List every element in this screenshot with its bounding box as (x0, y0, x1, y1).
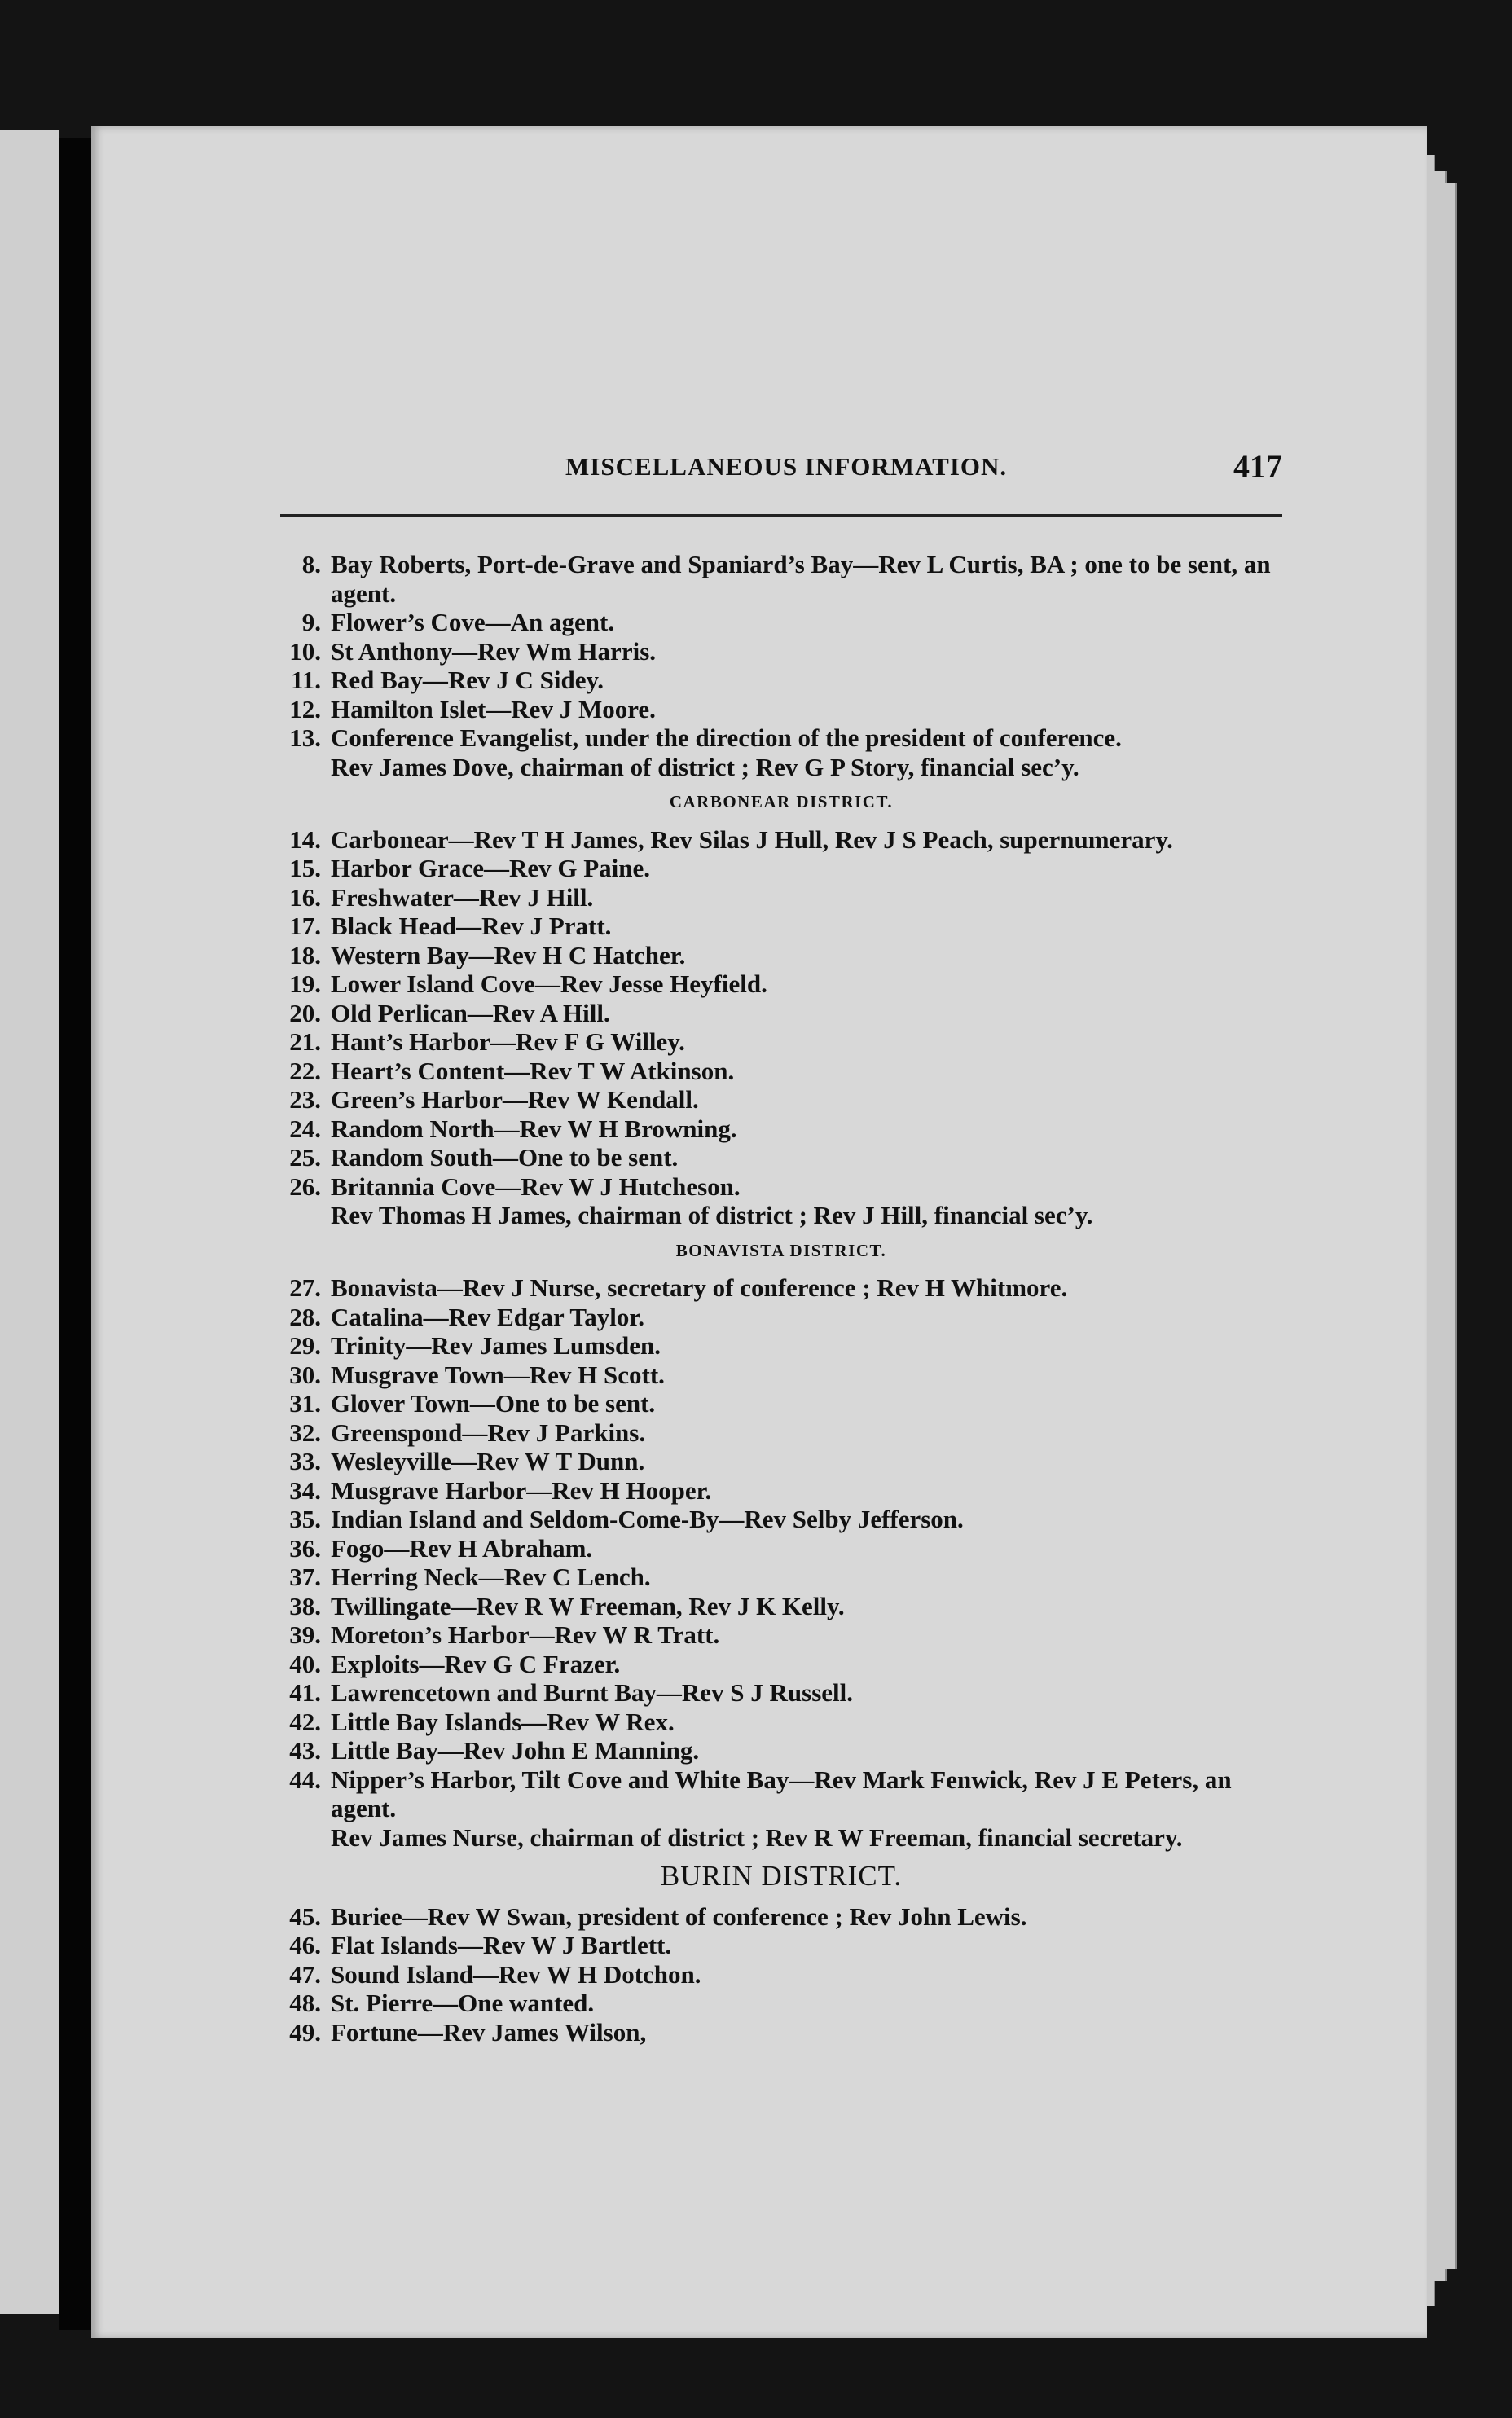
list-item (280, 912, 1282, 941)
district-officers: Rev James Nurse, chairman of district ; Rev R W Freeman, financial secretary. (331, 1822, 1183, 1852)
district-officers: Rev James Dove, chairman of district ; Rev G P Story, financial sec’y. (331, 752, 1079, 781)
item-number: 13. (289, 723, 321, 752)
item-text: Musgrave Town—Rev H Scott. (331, 1360, 665, 1389)
item-text: Musgrave Harbor—Rev H Hooper. (331, 1475, 712, 1505)
item-number: 20. (289, 998, 321, 1027)
item-text: Buriee—Rev W Swan, president of conference ; Rev John Lewis. (331, 1901, 1027, 1931)
running-header (280, 330, 1282, 485)
item-number: 39. (289, 1620, 321, 1649)
item-number: 17. (289, 912, 321, 940)
item-text: Lawrencetown and Burnt Bay—Rev S J Russell. (331, 1678, 854, 1707)
list-item (280, 854, 1282, 883)
item-text: Moreton’s Harbor—Rev W R Tratt. (331, 1620, 720, 1649)
item-text: St Anthony—Rev Wm Harris. (331, 636, 657, 666)
item-number: 25. (289, 1143, 321, 1172)
list-item (280, 883, 1282, 912)
list-item (280, 1620, 1282, 1650)
list-item (280, 1273, 1282, 1303)
book-page (91, 126, 1427, 2338)
section-burin (280, 1862, 1282, 2047)
item-text: Old Perlican—Rev A Hill. (331, 998, 610, 1027)
item-number: 38. (289, 1591, 321, 1620)
item-text: Lower Island Cove—Rev Jesse Heyfield. (331, 969, 767, 998)
item-number: 19. (289, 969, 321, 998)
list-item (280, 695, 1282, 724)
list-item (280, 1902, 1282, 1932)
section-unnamed (280, 550, 1282, 781)
item-number: 46. (289, 1931, 321, 1959)
item-text: Green’s Harbor—Rev W Kendall. (331, 1085, 699, 1114)
item-text: St. Pierre—One wanted. (331, 1989, 595, 2017)
list-item (280, 1505, 1282, 1534)
list-item (280, 1143, 1282, 1172)
item-text: Little Bay—Rev John E Manning. (331, 1736, 700, 1765)
page-edge-stack (1445, 183, 1457, 2269)
item-number: 27. (289, 1273, 321, 1302)
list-item (280, 666, 1282, 695)
list-item (280, 1027, 1282, 1057)
list-item (280, 1447, 1282, 1476)
list-item (280, 1172, 1282, 1202)
list-item (280, 1057, 1282, 1086)
item-text: Hant’s Harbor—Rev F G Willey. (331, 1027, 685, 1056)
item-number: 32. (289, 1418, 321, 1447)
item-number: 23. (289, 1085, 321, 1114)
item-number: 47. (289, 1959, 321, 1989)
item-number: 29. (289, 1331, 321, 1360)
list-item (280, 1960, 1282, 1989)
running-title: MISCELLANEOUS INFORMATION. (565, 452, 1008, 481)
item-text: Fortune—Rev James Wilson, (331, 2017, 647, 2047)
item-text: Catalina—Rev Edgar Taylor. (331, 1302, 644, 1331)
item-text: Random North—Rev W H Browning. (331, 1114, 737, 1143)
page-body (280, 550, 1282, 2047)
district-officers: Rev Thomas H James, chairman of district ; Rev J Hill, financial sec’y. (331, 1201, 1093, 1229)
item-text: Nipper’s Harbor, Tilt Cove and White Bay—Rev Mark Fenwick, Rev J E Peters, an agent. (331, 1765, 1232, 1822)
list-item (280, 608, 1282, 637)
item-text: Herring Neck—Rev C Lench. (331, 1563, 651, 1591)
list-item (280, 637, 1282, 666)
list-item (280, 1418, 1282, 1448)
list-item (280, 1989, 1282, 2018)
section-bonavista (280, 1237, 1282, 1853)
item-text: Fogo—Rev H Abraham. (331, 1533, 593, 1563)
list-item (280, 941, 1282, 970)
list-item (280, 1085, 1282, 1114)
book-gutter (59, 138, 91, 2330)
list-item (280, 1303, 1282, 1332)
list-item (280, 969, 1282, 999)
list-item (280, 999, 1282, 1028)
list-item (280, 825, 1282, 855)
item-text: Western Bay—Rev H C Hatcher. (331, 940, 686, 969)
item-text: Wesleyville—Rev W T Dunn. (331, 1447, 645, 1475)
item-number: 24. (289, 1114, 321, 1143)
section-carbonear (280, 788, 1282, 1230)
item-number: 15. (289, 854, 321, 882)
item-text: Glover Town—One to be sent. (331, 1389, 656, 1418)
item-text: Bay Roberts, Port-de-Grave and Spaniard’s Bay—Rev L Curtis, BA ; one to be sent, an agent. (331, 550, 1271, 608)
list-item (280, 1331, 1282, 1361)
item-text: Harbor Grace—Rev G Paine. (331, 854, 651, 882)
list-item (280, 1114, 1282, 1144)
item-number: 12. (289, 694, 321, 723)
item-text: Sound Island—Rev W H Dotchon. (331, 1959, 701, 1989)
item-number: 35. (289, 1505, 321, 1533)
item-number: 10. (289, 636, 321, 666)
page-number: 417 (1233, 448, 1282, 485)
item-text: Random South—One to be sent. (331, 1143, 679, 1172)
item-text: Twillingate—Rev R W Freeman, Rev J K Kelly. (331, 1591, 845, 1620)
list-item (280, 1678, 1282, 1708)
item-text: Conference Evangelist, under the direction of the president of conference. (331, 723, 1122, 752)
list-item (280, 1476, 1282, 1506)
item-number: 18. (289, 940, 321, 969)
list-item (280, 1931, 1282, 1960)
list-item (280, 1736, 1282, 1765)
item-number: 14. (289, 824, 321, 854)
list-item (280, 1708, 1282, 1737)
facing-page-edge (0, 130, 59, 2314)
item-number: 43. (289, 1736, 321, 1765)
item-text: Red Bay—Rev J C Sidey. (331, 666, 604, 694)
item-number: 8. (301, 550, 321, 578)
item-number: 28. (289, 1302, 321, 1331)
item-number: 9. (301, 608, 321, 636)
list-item (280, 550, 1282, 608)
district-heading: BURIN DISTRICT. (660, 1860, 903, 1892)
item-number: 16. (289, 882, 321, 912)
item-number: 21. (289, 1027, 321, 1056)
item-number: 36. (289, 1533, 321, 1563)
item-number: 34. (289, 1475, 321, 1505)
list-item (280, 1765, 1282, 1823)
list-item (280, 1361, 1282, 1390)
item-text: Britannia Cove—Rev W J Hutcheson. (331, 1172, 741, 1201)
item-number: 26. (289, 1172, 321, 1201)
item-number: 31. (289, 1389, 321, 1418)
item-number: 40. (289, 1649, 321, 1678)
item-text: Carbonear—Rev T H James, Rev Silas J Hull, Rev J S Peach, supernumerary. (331, 824, 1173, 854)
item-text: Little Bay Islands—Rev W Rex. (331, 1707, 675, 1736)
header-rule (280, 514, 1282, 517)
item-text: Flower’s Cove—An agent. (331, 608, 615, 636)
item-number: 11. (290, 666, 321, 694)
item-number: 33. (289, 1447, 321, 1475)
item-number: 44. (289, 1765, 321, 1794)
list-item (280, 723, 1282, 753)
item-text: Flat Islands—Rev W J Bartlett. (331, 1931, 672, 1959)
item-number: 30. (289, 1360, 321, 1389)
item-text: Hamilton Islet—Rev J Moore. (331, 694, 656, 723)
item-number: 37. (289, 1563, 321, 1591)
list-item (280, 2018, 1282, 2047)
item-number: 41. (289, 1678, 321, 1707)
item-text: Heart’s Content—Rev T W Atkinson. (331, 1056, 735, 1085)
list-item (280, 1563, 1282, 1592)
item-text: Bonavista—Rev J Nurse, secretary of conference ; Rev H Whitmore. (331, 1273, 1068, 1302)
item-text: Greenspond—Rev J Parkins. (331, 1418, 646, 1447)
item-text: Freshwater—Rev J Hill. (331, 882, 594, 912)
item-text: Black Head—Rev J Pratt. (331, 912, 612, 940)
list-item (280, 1389, 1282, 1418)
item-text: Indian Island and Seldom-Come-By—Rev Selby Jefferson. (331, 1505, 964, 1533)
district-heading: BONAVISTA DISTRICT. (675, 1240, 887, 1260)
list-item (280, 1534, 1282, 1563)
list-item (280, 1650, 1282, 1679)
item-number: 42. (289, 1707, 321, 1736)
item-text: Trinity—Rev James Lumsden. (331, 1331, 662, 1360)
list-item (280, 1592, 1282, 1621)
item-number: 49. (289, 2017, 321, 2047)
district-heading: CARBONEAR DISTRICT. (669, 792, 894, 811)
item-number: 22. (289, 1056, 321, 1085)
item-number: 48. (289, 1989, 321, 2017)
item-text: Exploits—Rev G C Frazer. (331, 1649, 621, 1678)
item-number: 45. (289, 1901, 321, 1931)
